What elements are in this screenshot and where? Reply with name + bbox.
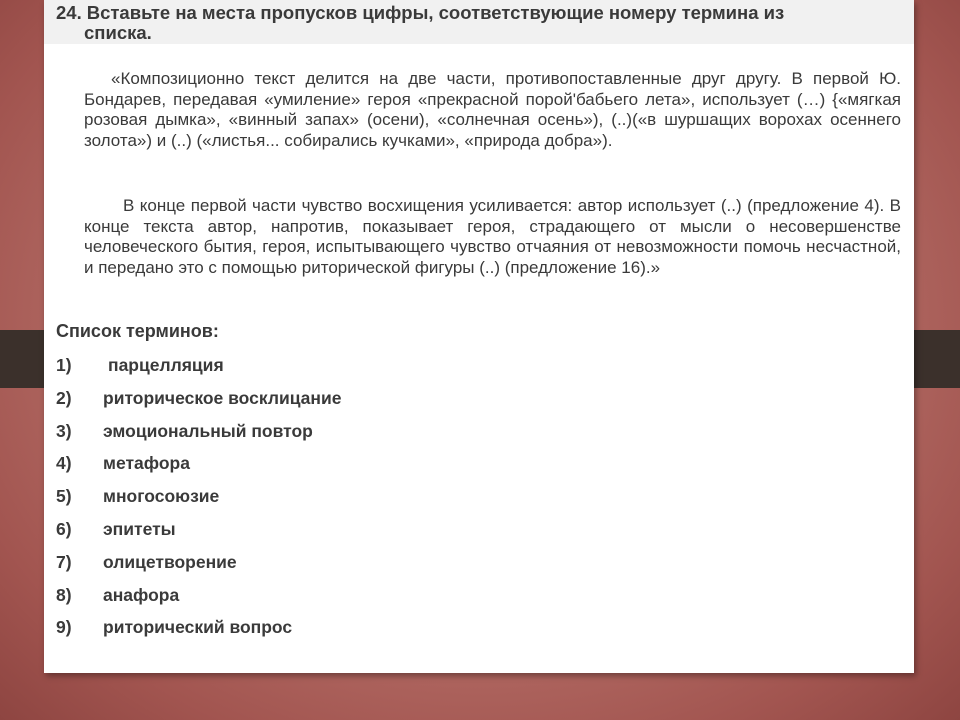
term-item — [56, 581, 341, 614]
task-number: 24. — [56, 2, 82, 23]
term-number: 3) — [56, 420, 72, 441]
term-number: 6) — [56, 518, 72, 539]
term-item — [56, 482, 341, 515]
paragraph-text: «Композиционно текст делится на две части, противопоставленные друг другу. В первой Ю. Бондарев, передавая «умиление» героя «прекрасной порой'бабьего лета», использует (…) {«мягкая розовая дымка», «винный запах» (осени), «солнечная осень»), (..)(«в шуршащих ворохах осеннего золота») и (..) («листья... собирались кучками», «природа добра»). — [84, 69, 901, 150]
term-label: олицетворение — [103, 551, 237, 572]
term-label: риторическое восклицание — [103, 387, 342, 408]
term-item — [56, 351, 341, 384]
term-item — [56, 548, 341, 581]
term-label: парцелляция — [108, 355, 224, 375]
terms-heading: Список терминов: — [56, 321, 219, 341]
term-item — [56, 613, 341, 646]
term-label: эпитеты — [103, 518, 176, 539]
term-item — [56, 449, 341, 482]
term-item — [56, 417, 341, 450]
term-label: метафора — [103, 453, 190, 474]
term-number: 4) — [56, 453, 72, 474]
task-paragraph-2 — [84, 196, 901, 278]
term-label: эмоциональный повтор — [103, 420, 313, 441]
term-number: 9) — [56, 617, 72, 638]
term-label: анафора — [103, 584, 180, 605]
term-number: 5) — [56, 486, 72, 507]
slide — [44, 0, 914, 673]
term-label: риторический вопрос — [103, 617, 293, 638]
term-label: многосоюзие — [103, 486, 220, 507]
paragraph-text: В конце первой части чувство восхищения усиливается: автор использует (..) (предложение 4). В конце текста автор, напротив, показывает героя, страдающего от мысли о несовершенстве человеческого бытия, героя, испытывающего чувство отчаяния от невозможности помочь несчастной, и передано это с помощью риторической фигуры (..) (предложение 16).» — [84, 196, 901, 277]
term-number: 8) — [56, 584, 72, 605]
task-paragraph-1 — [84, 69, 901, 151]
term-number: 1) — [56, 355, 72, 375]
term-number: 7) — [56, 551, 72, 572]
term-number: 2) — [56, 387, 72, 408]
task-title-line2: списка. — [84, 22, 152, 43]
term-item — [56, 515, 341, 548]
term-item — [56, 384, 341, 417]
terms-list — [56, 351, 341, 646]
task-title — [56, 3, 906, 43]
task-title-line1: Вставьте на места пропусков цифры, соответствующие номеру термина из — [86, 2, 785, 23]
